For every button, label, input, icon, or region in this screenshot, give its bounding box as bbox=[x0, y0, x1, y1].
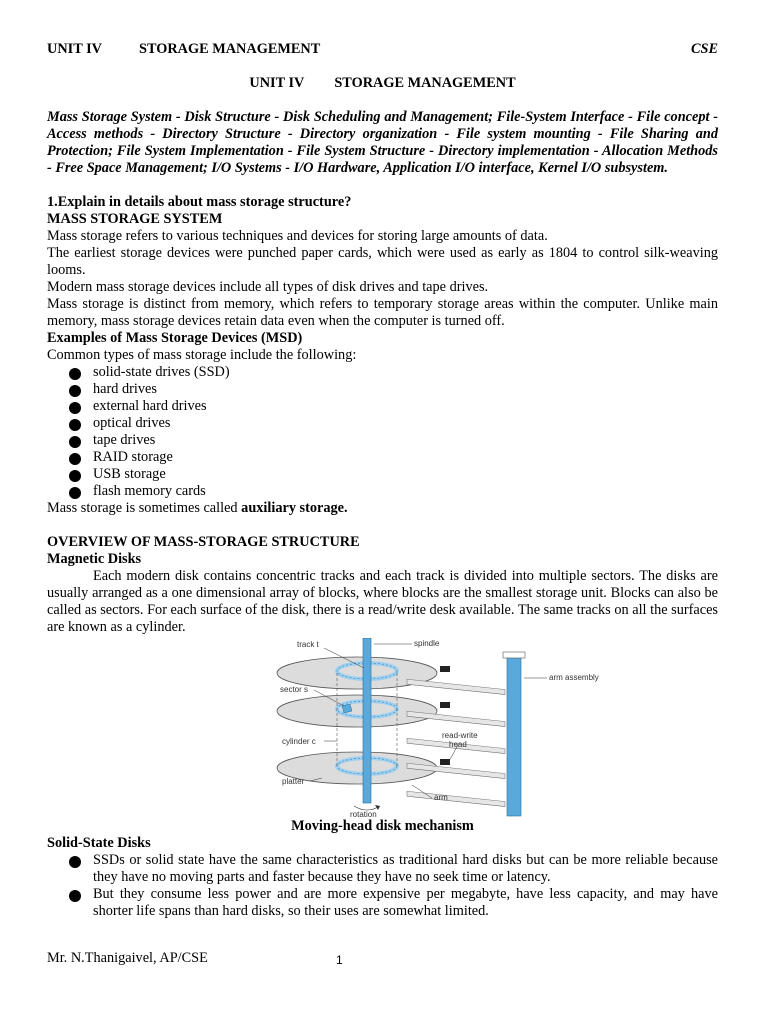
mss-paragraph-1: Mass storage refers to various techniques and devices for storing large amounts of data. bbox=[47, 228, 548, 244]
label-sector: sector s bbox=[280, 685, 309, 694]
header-dept: CSE bbox=[690, 41, 718, 57]
list-item: hard drives bbox=[47, 381, 718, 398]
list-item: optical drives bbox=[47, 415, 718, 432]
list-item: SSDs or solid state have the same characteristics as traditional hard disks but can be more reliable because they have no moving parts and faster because they have no seek time or latency. bbox=[47, 852, 718, 886]
magnetic-disks-heading: Magnetic Disks bbox=[47, 551, 142, 567]
ssd-heading: Solid-State Disks bbox=[47, 835, 151, 851]
mss-paragraph-3: Modern mass storage devices include all types of disk drives and tape drives. bbox=[47, 279, 489, 295]
bullet-icon bbox=[69, 453, 81, 465]
disk-diagram bbox=[47, 638, 718, 818]
bullet-icon bbox=[69, 402, 81, 414]
device-list bbox=[47, 364, 718, 500]
footer-author: Mr. N.Thanigaivel, AP/CSE bbox=[47, 950, 208, 966]
bullet-icon bbox=[69, 487, 81, 499]
syllabus: Mass Storage System - Disk Structure - Disk Scheduling and Management; File-System Interface - File concept - Access methods - Directory Structure - Directory organization - File system mounting - File Sharing and Protection; File System Implementation - File System Structure - Directory implementation - Allocation Methods - Free Space Management; I/O Systems - I/O Hardware, Application I/O interface, Kernel I/O subsystem. bbox=[47, 109, 718, 176]
head-top bbox=[440, 666, 450, 672]
label-arm-assembly: arm assembly bbox=[549, 673, 599, 682]
list-item: USB storage bbox=[47, 466, 718, 483]
list-item: external hard drives bbox=[47, 398, 718, 415]
figure-caption: Moving-head disk mechanism bbox=[291, 818, 474, 834]
head-middle bbox=[440, 702, 450, 708]
arm-assembly-shaft bbox=[507, 656, 521, 816]
page-footer bbox=[47, 950, 718, 967]
list-item: flash memory cards bbox=[47, 483, 718, 500]
label-track: track t bbox=[297, 640, 319, 649]
list-item: tape drives bbox=[47, 432, 718, 449]
overview-heading: OVERVIEW OF MASS-STORAGE STRUCTURE bbox=[47, 534, 360, 550]
list-item: RAID storage bbox=[47, 449, 718, 466]
bullet-icon bbox=[69, 856, 81, 868]
title-subject: STORAGE MANAGEMENT bbox=[334, 75, 516, 91]
label-rotation: rotation bbox=[350, 810, 377, 818]
label-platter: platter bbox=[282, 777, 305, 786]
bullet-icon bbox=[69, 890, 81, 902]
ssd-list bbox=[47, 852, 718, 920]
label-arm: arm bbox=[434, 793, 448, 802]
title-unit: UNIT IV bbox=[249, 75, 305, 91]
page-title bbox=[47, 75, 718, 92]
bullet-icon bbox=[69, 385, 81, 397]
disk-mechanism-svg bbox=[262, 638, 607, 818]
bullet-icon bbox=[69, 368, 81, 380]
bullet-icon bbox=[69, 470, 81, 482]
list-item: But they consume less power and are more expensive per megabyte, have less capacity, and may have shorter life spans than hard disks, so their uses are somewhat limited. bbox=[47, 886, 718, 920]
header-unit: UNIT IV bbox=[47, 41, 102, 57]
page-content bbox=[47, 41, 718, 920]
label-spindle: spindle bbox=[414, 639, 440, 648]
label-read-write: read-write bbox=[442, 731, 478, 740]
list-item: solid-state drives (SSD) bbox=[47, 364, 718, 381]
question-1: 1.Explain in details about mass storage structure? bbox=[47, 194, 352, 210]
bullet-icon bbox=[69, 436, 81, 448]
examples-heading: Examples of Mass Storage Devices (MSD) bbox=[47, 330, 303, 346]
spindle-shaft bbox=[363, 638, 371, 803]
mss-paragraph-4: Mass storage is distinct from memory, which refers to temporary storage areas within the computer. Unlike main memory, mass storage devices retain data even when the computer is turned off. bbox=[47, 296, 718, 329]
examples-intro: Common types of mass storage include the following: bbox=[47, 347, 357, 363]
page-number: 1 bbox=[336, 953, 343, 967]
mss-paragraph-2: The earliest storage devices were punched paper cards, which were used as early as 1804 to control silk-weaving looms. bbox=[47, 245, 718, 278]
mass-storage-heading: MASS STORAGE SYSTEM bbox=[47, 211, 223, 227]
bullet-icon bbox=[69, 419, 81, 431]
label-cylinder: cylinder c bbox=[282, 737, 316, 746]
magnetic-disks-text: Each modern disk contains concentric tracks and each track is divided into multiple sectors. The disks are usually arranged as a one dimensional array of blocks, where blocks are the smallest storage unit. Blocks can also be called as sectors. For each surface of the disk, there is a read/write desk available. The same tracks on all the surfaces are known as a cylinder. bbox=[47, 568, 718, 635]
header-subject: STORAGE MANAGEMENT bbox=[139, 41, 321, 57]
label-head: head bbox=[449, 740, 467, 749]
auxiliary-line: Mass storage is sometimes called auxiliary storage. bbox=[47, 500, 348, 516]
running-header bbox=[47, 41, 718, 58]
